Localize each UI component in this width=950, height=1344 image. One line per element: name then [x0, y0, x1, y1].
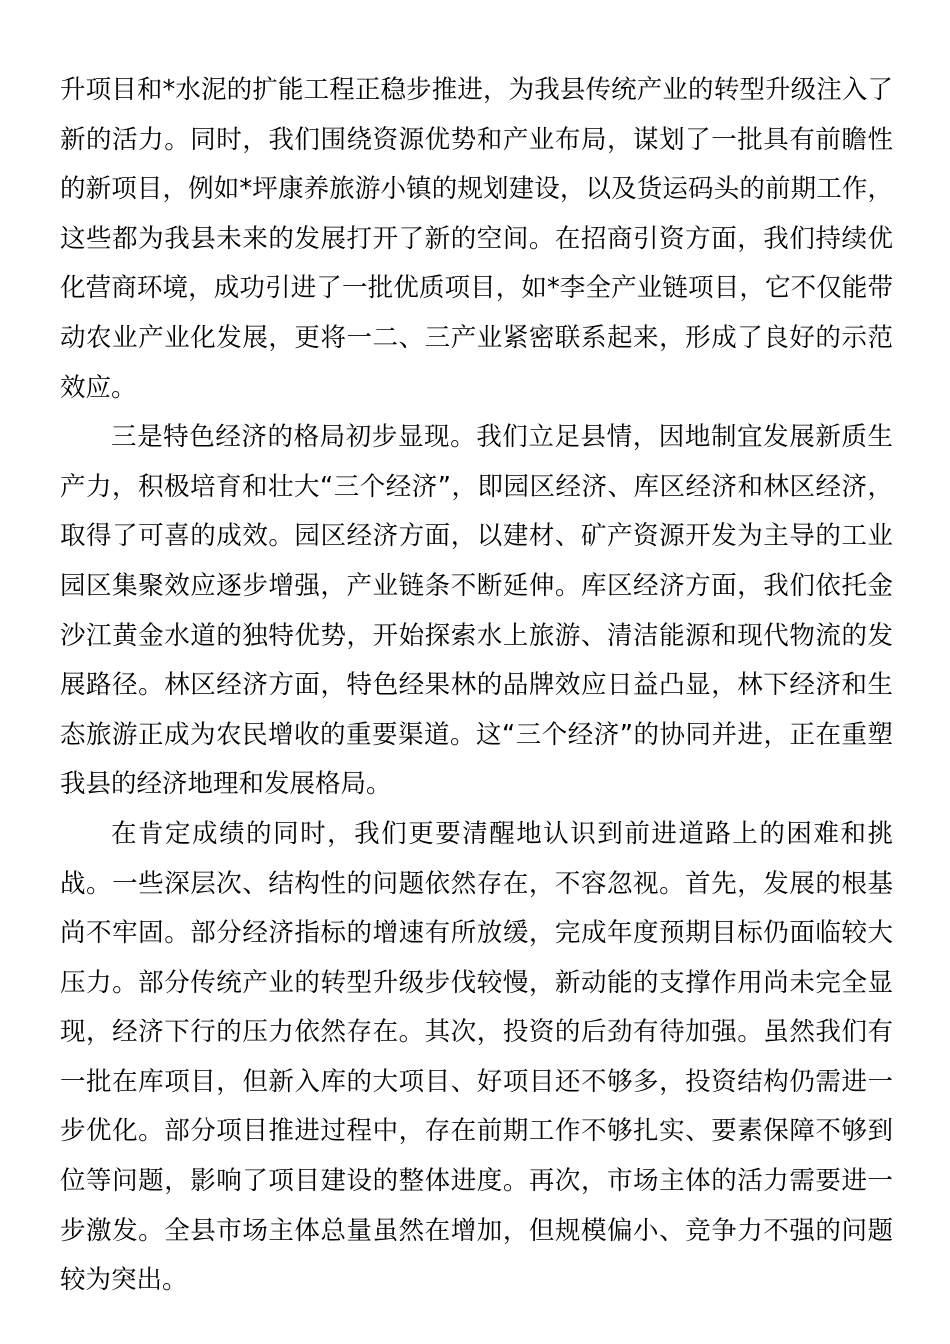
document-page	[60, 66, 893, 1306]
paragraph-3: 在肯定成绩的同时，我们更要清醒地认识到前进道路上的困难和挑战。一些深层次、结构性的问题依然存在，不容忽视。首先，发展的根基尚不牢固。部分经济指标的增速有所放缓，完成年度预期目标仍面临较大压力。部分传统产业的转型升级步伐较慢，新动能的支撑作用尚未完全显现，经济下行的压力依然存在。其次，投资的后劲有待加强。虽然我们有一批在库项目，但新入库的大项目、好项目还不够多，投资结构仍需进一步优化。部分项目推进过程中，存在前期工作不够扎实、要素保障不够到位等问题，影响了项目建设的整体进度。再次，市场主体的活力需要进一步激发。全县市场主体总量虽然在增加，但规模偏小、竞争力不强的问题较为突出。	[60, 818, 893, 1296]
paragraph-2: 三是特色经济的格局初步显现。我们立足县情，因地制宜发展新质生产力，积极培育和壮大“三个经济”，即园区经济、库区经济和林区经济，取得了可喜的成效。园区经济方面，以建材、矿产资源开发为主导的工业园区集聚效应逐步增强，产业链条不断延伸。库区经济方面，我们依托金沙江黄金水道的独特优势，开始探索水上旅游、清洁能源和现代物流的发展路径。林区经济方面，特色经果林的品牌效应日益凸显，林下经济和生态旅游正成为农民增收的重要渠道。这“三个经济”的协同并进，正在重塑我县的经济地理和发展格局。	[60, 422, 893, 800]
paragraph-1: 升项目和*水泥的扩能工程正稳步推进，为我县传统产业的转型升级注入了新的活力。同时，我们围绕资源优势和产业布局，谋划了一批具有前瞻性的新项目，例如*坪康养旅游小镇的规划建设，以及货运码头的前期工作，这些都为我县未来的发展打开了新的空间。在招商引资方面，我们持续优化营商环境，成功引进了一批优质项目，如*李全产业链项目，它不仅能带动农业产业化发展，更将一二、三产业紧密联系起来，形成了良好的示范效应。	[60, 75, 893, 403]
